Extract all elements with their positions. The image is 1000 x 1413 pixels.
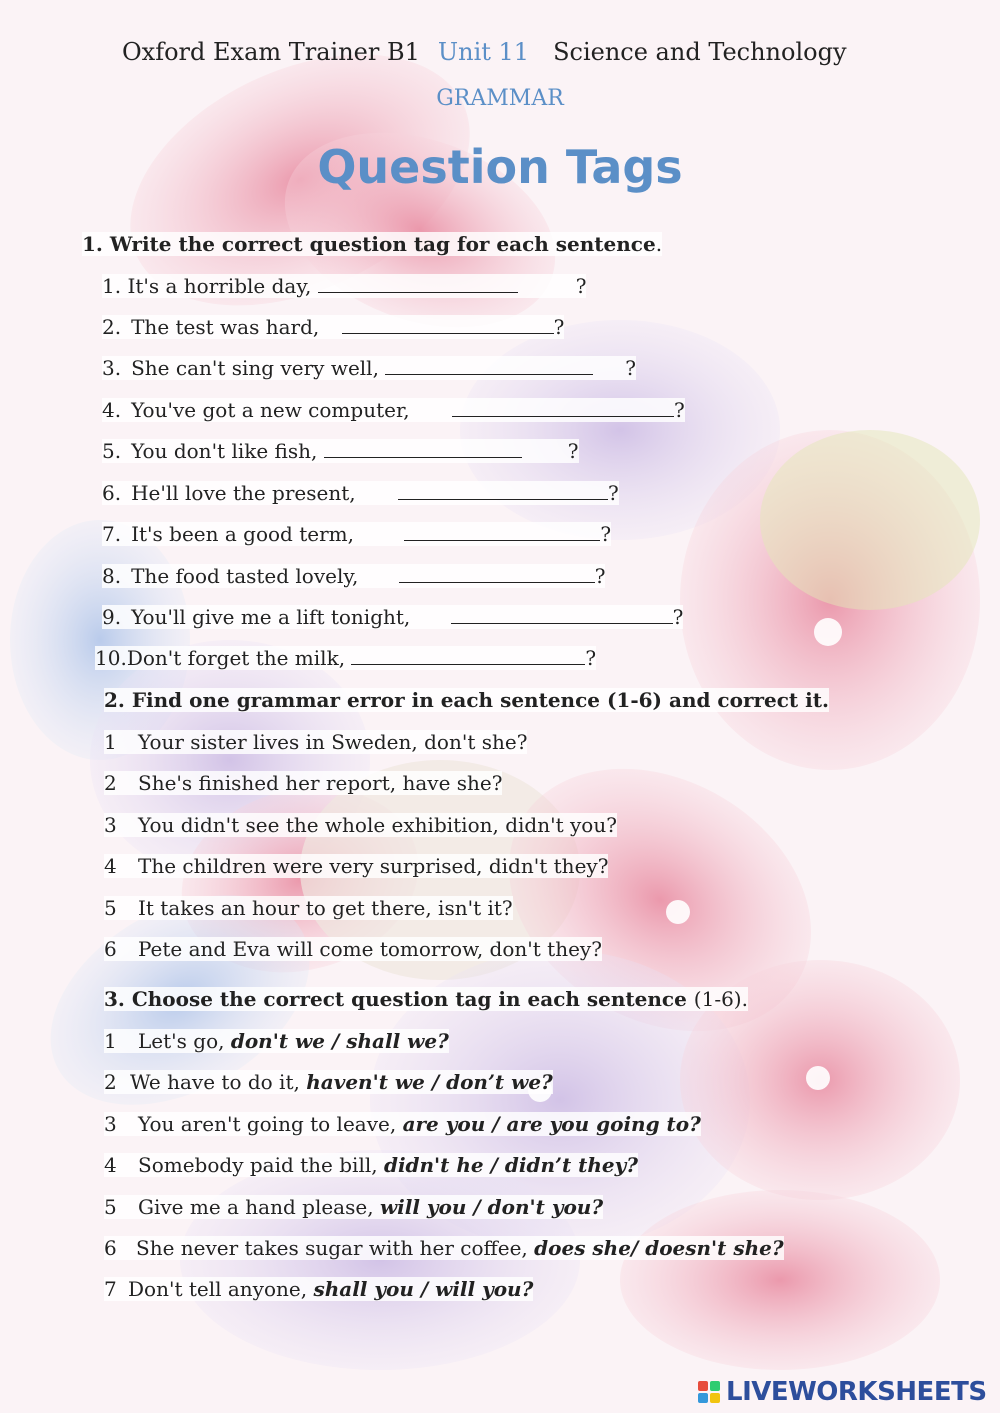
s1-item-end: ? xyxy=(553,315,565,339)
s1-item-text: Don't forget the milk, xyxy=(126,646,346,670)
s2-item-text: You didn't see the whole exhibition, didn't you? xyxy=(138,813,617,837)
s1-item-end: ? xyxy=(608,481,619,505)
s3-item-1 xyxy=(104,1029,449,1053)
answer-blank[interactable] xyxy=(318,274,518,293)
answer-blank[interactable] xyxy=(385,356,593,375)
logo-icon-tile xyxy=(698,1381,708,1391)
s1-item-num: 2. xyxy=(102,315,122,339)
s3-item-options[interactable]: does she/ doesn't she? xyxy=(534,1236,784,1260)
logo-icon-tile xyxy=(698,1393,708,1403)
s3-item-num: 3 xyxy=(104,1112,117,1136)
s3-item-6 xyxy=(104,1236,784,1260)
s3-item-7 xyxy=(104,1277,533,1301)
logo-text: LIVEWORKSHEETS xyxy=(726,1377,987,1407)
s3-item-num: 2 xyxy=(104,1070,117,1094)
answer-blank[interactable] xyxy=(342,315,554,334)
s1-item-end: ? xyxy=(625,356,637,380)
s3-item-options[interactable]: will you / don't you? xyxy=(379,1195,604,1219)
s1-item-text: The food tasted lovely, xyxy=(131,564,359,588)
s3-item-num: 5 xyxy=(104,1195,117,1219)
s2-item-5 xyxy=(104,896,513,920)
s3-item-text: We have to do it, xyxy=(130,1070,300,1094)
s2-item-num: 4 xyxy=(104,854,117,878)
s1-item-num: 8. xyxy=(102,564,122,588)
section1-heading xyxy=(82,232,662,256)
s1-item-3 xyxy=(102,356,636,380)
answer-blank[interactable] xyxy=(451,605,673,624)
answer-blank[interactable] xyxy=(351,646,585,665)
s1-item-num: 7. xyxy=(102,522,122,546)
s1-item-end: ? xyxy=(674,398,685,422)
s2-item-3 xyxy=(104,813,617,837)
s1-item-1 xyxy=(102,274,586,298)
section3-heading xyxy=(104,987,748,1011)
s3-item-num: 6 xyxy=(104,1236,117,1260)
s1-item-num: 1. xyxy=(102,274,122,298)
page-title: Question Tags xyxy=(317,140,683,194)
section2-heading: 2. Find one grammar error in each sentence (1-6) and correct it. xyxy=(104,688,829,712)
s1-item-num: 9. xyxy=(102,605,122,629)
unit-label: Unit 11 xyxy=(437,38,530,66)
s1-item-8 xyxy=(102,564,605,588)
s1-item-text: She can't sing very well, xyxy=(131,356,379,380)
logo-icon-tile xyxy=(710,1393,720,1403)
book-title: Oxford Exam Trainer B1 xyxy=(122,38,420,66)
s1-item-text: It's been a good term, xyxy=(131,522,354,546)
s1-item-end: ? xyxy=(575,274,587,298)
s2-item-num: 3 xyxy=(104,813,117,837)
section1-heading-end: . xyxy=(655,232,663,256)
s1-item-num: 6. xyxy=(102,481,122,505)
category-label: GRAMMAR xyxy=(436,86,564,111)
s2-item-2 xyxy=(104,771,502,795)
s3-item-options[interactable]: don't we / shall we? xyxy=(230,1029,449,1053)
logo-icon-tile xyxy=(710,1381,720,1391)
s3-item-options[interactable]: haven't we / don’t we? xyxy=(306,1070,553,1094)
s1-item-10 xyxy=(95,646,596,670)
s3-item-5 xyxy=(104,1195,603,1219)
s3-item-num: 7 xyxy=(104,1277,117,1301)
s2-item-num: 1 xyxy=(104,730,117,754)
s2-item-text: It takes an hour to get there, isn't it? xyxy=(138,896,513,920)
s1-item-text: It's a horrible day, xyxy=(127,274,312,298)
s2-item-text: The children were very surprised, didn't they? xyxy=(138,854,609,878)
s1-item-7 xyxy=(102,522,611,546)
s3-item-2 xyxy=(104,1070,553,1094)
s1-item-end: ? xyxy=(594,564,606,588)
s2-item-num: 5 xyxy=(104,896,117,920)
section3-heading-end: (1-6). xyxy=(693,987,748,1011)
answer-blank[interactable] xyxy=(399,564,595,583)
s3-item-text: You aren't going to leave, xyxy=(138,1112,397,1136)
s1-item-9 xyxy=(102,605,683,629)
s3-item-text: Somebody paid the bill, xyxy=(138,1153,378,1177)
s1-item-text: The test was hard, xyxy=(131,315,320,339)
s3-item-4 xyxy=(104,1153,638,1177)
s1-item-end: ? xyxy=(567,439,579,463)
liveworksheets-logo xyxy=(698,1376,987,1408)
s1-item-text: You'll give me a lift tonight, xyxy=(131,605,411,629)
answer-blank[interactable] xyxy=(404,522,600,541)
s3-item-options[interactable]: shall you / will you? xyxy=(313,1277,534,1301)
s1-item-end: ? xyxy=(672,605,684,629)
topic-label: Science and Technology xyxy=(553,38,847,66)
s1-item-num: 4. xyxy=(102,398,122,422)
s2-item-text: Pete and Eva will come tomorrow, don't they? xyxy=(138,937,602,961)
s2-item-4 xyxy=(104,854,608,878)
s3-item-text: She never takes sugar with her coffee, xyxy=(136,1236,528,1260)
s3-item-text: Give me a hand please, xyxy=(138,1195,374,1219)
s2-item-text: Your sister lives in Sweden, don't she? xyxy=(138,730,528,754)
s2-item-6 xyxy=(104,937,602,961)
answer-blank[interactable] xyxy=(324,439,522,458)
s3-item-num: 4 xyxy=(104,1153,117,1177)
s1-item-2 xyxy=(102,315,564,339)
s3-item-num: 1 xyxy=(104,1029,117,1053)
s1-item-text: You don't like fish, xyxy=(131,439,318,463)
s2-item-num: 2 xyxy=(104,771,117,795)
s2-item-text: She's finished her report, have she? xyxy=(138,771,503,795)
answer-blank[interactable] xyxy=(398,481,608,500)
s2-item-1 xyxy=(104,730,527,754)
s3-item-3 xyxy=(104,1112,701,1136)
s2-item-num: 6 xyxy=(104,937,117,961)
s1-item-num: 10. xyxy=(95,646,127,670)
s3-item-text: Let's go, xyxy=(138,1029,225,1053)
s1-item-end: ? xyxy=(600,522,612,546)
s3-item-options[interactable]: are you / are you going to? xyxy=(402,1112,701,1136)
s1-item-4 xyxy=(102,398,685,422)
s1-item-num: 3. xyxy=(102,356,122,380)
s1-item-end: ? xyxy=(585,646,597,670)
section1-heading-text: 1. Write the correct question tag for each sentence xyxy=(82,232,656,256)
s1-item-5 xyxy=(102,439,579,463)
s1-item-6 xyxy=(102,481,619,505)
answer-blank[interactable] xyxy=(452,398,674,417)
header-line xyxy=(122,38,847,66)
s1-item-text: He'll love the present, xyxy=(131,481,356,505)
s3-item-text: Don't tell anyone, xyxy=(128,1277,308,1301)
logo-icon xyxy=(698,1381,720,1403)
s1-item-num: 5. xyxy=(102,439,122,463)
s1-item-text: You've got a new computer, xyxy=(131,398,410,422)
section3-heading-text: 3. Choose the correct question tag in each sentence xyxy=(104,987,687,1011)
s3-item-options[interactable]: didn't he / didn’t they? xyxy=(383,1153,638,1177)
